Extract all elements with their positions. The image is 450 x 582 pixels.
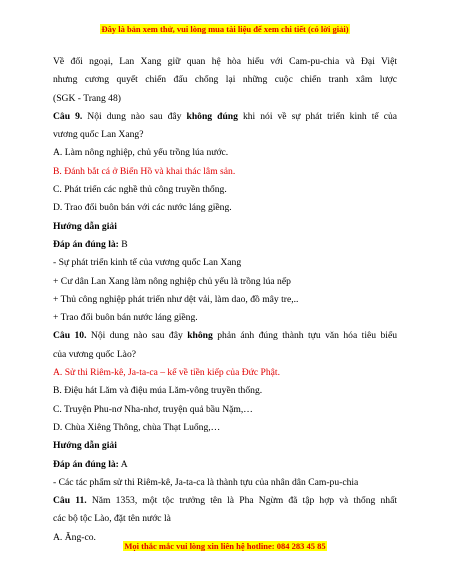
question-9: Câu 9. Nội dung nào sau đây không đúng khi nói về sự phát triển kinh tế của	[53, 110, 398, 122]
hotline-banner: Mọi thắc mắc vui lòng xin liên hệ hotline: 084 283 45 85	[124, 541, 326, 551]
option-c: C. Truyện Phu-nơ Nha-nhơ, truyện quả bầu Nặm,…	[53, 403, 253, 415]
answer-line: Đáp án đúng là: B	[53, 238, 128, 250]
question-label: Câu 10.	[53, 330, 87, 342]
option-d: D. Chùa Xiêng Thông, chùa Thạt Luổng,…	[53, 421, 221, 433]
question-11: Câu 11. Năm 1353, một tộc trưởng tên là Pha Ngừm đã tập hợp và thống nhất	[53, 495, 398, 507]
explanation-line: + Trao đổi buôn bán nước láng giềng.	[53, 312, 198, 324]
option-b: B. Điệu hát Lăm và điệu múa Lăm-vông truyền thống.	[53, 385, 263, 397]
question-9-continued: vương quốc Lan Xang?	[53, 129, 144, 141]
explanation-line: - Sự phát triển kinh tế của vương quốc Lan Xang	[53, 257, 242, 269]
question-10: Câu 10. Nội dung nào sau đây không phản ánh đúng thành tựu văn hóa tiêu biểu	[53, 330, 398, 342]
option-a-correct: A. Sử thi Riêm-kê, Ja-ta-ca – kể về tiền kiếp của Đức Phật.	[53, 367, 280, 379]
answer-line: Đáp án đúng là: A	[53, 458, 128, 470]
explanation-line: + Cư dân Lan Xang làm nông nghiệp chủ yếu là trồng lúa nếp	[53, 275, 291, 287]
question-emphasis: không đúng	[186, 110, 238, 122]
explanation-line: - Các tác phẩm sử thi Riêm-kê, Ja-ta-ca là thành tựu của nhân dân Cam-pu-chia	[53, 476, 359, 488]
intro-line: Về đối ngoại, Lan Xang giữ quan hệ hòa hiếu với Cam-pu-chia và Đại Việt	[53, 56, 397, 67]
question-emphasis: không	[187, 330, 213, 342]
option-a: A. Ăng-co.	[53, 531, 96, 543]
intro-line: (SGK - Trang 48)	[53, 92, 121, 104]
intro-line: nhưng cương quyết chiến đấu chống lại những cuộc chiến tranh xâm lược	[53, 74, 397, 86]
question-10-continued: của vương quốc Lào?	[53, 348, 136, 360]
option-a: A. Làm nông nghiệp, chủ yếu trồng lúa nước.	[53, 147, 229, 159]
preview-notice-banner: Đây là bản xem thử, vui lòng mua tài liệu để xem chi tiết (có lời giải)	[101, 24, 349, 34]
question-11-continued: các bộ tộc Lào, đặt tên nước là	[53, 513, 171, 525]
option-b-correct: B. Đánh bắt cá ở Biển Hồ và khai thác lâm sản.	[53, 165, 236, 177]
question-label: Câu 11.	[53, 495, 87, 507]
guide-heading: Hướng dẫn giải	[53, 440, 117, 452]
question-label: Câu 9.	[53, 110, 83, 122]
explanation-line: + Thủ công nghiệp phát triển như dệt vải, làm dao, đồ mây tre,..	[53, 293, 299, 305]
guide-heading: Hướng dẫn giải	[53, 220, 117, 232]
option-d: D. Trao đổi buôn bán với các nước láng giềng.	[53, 202, 232, 214]
option-c: C. Phát triển các nghề thủ công truyền thống.	[53, 184, 227, 196]
document-body	[53, 53, 397, 547]
